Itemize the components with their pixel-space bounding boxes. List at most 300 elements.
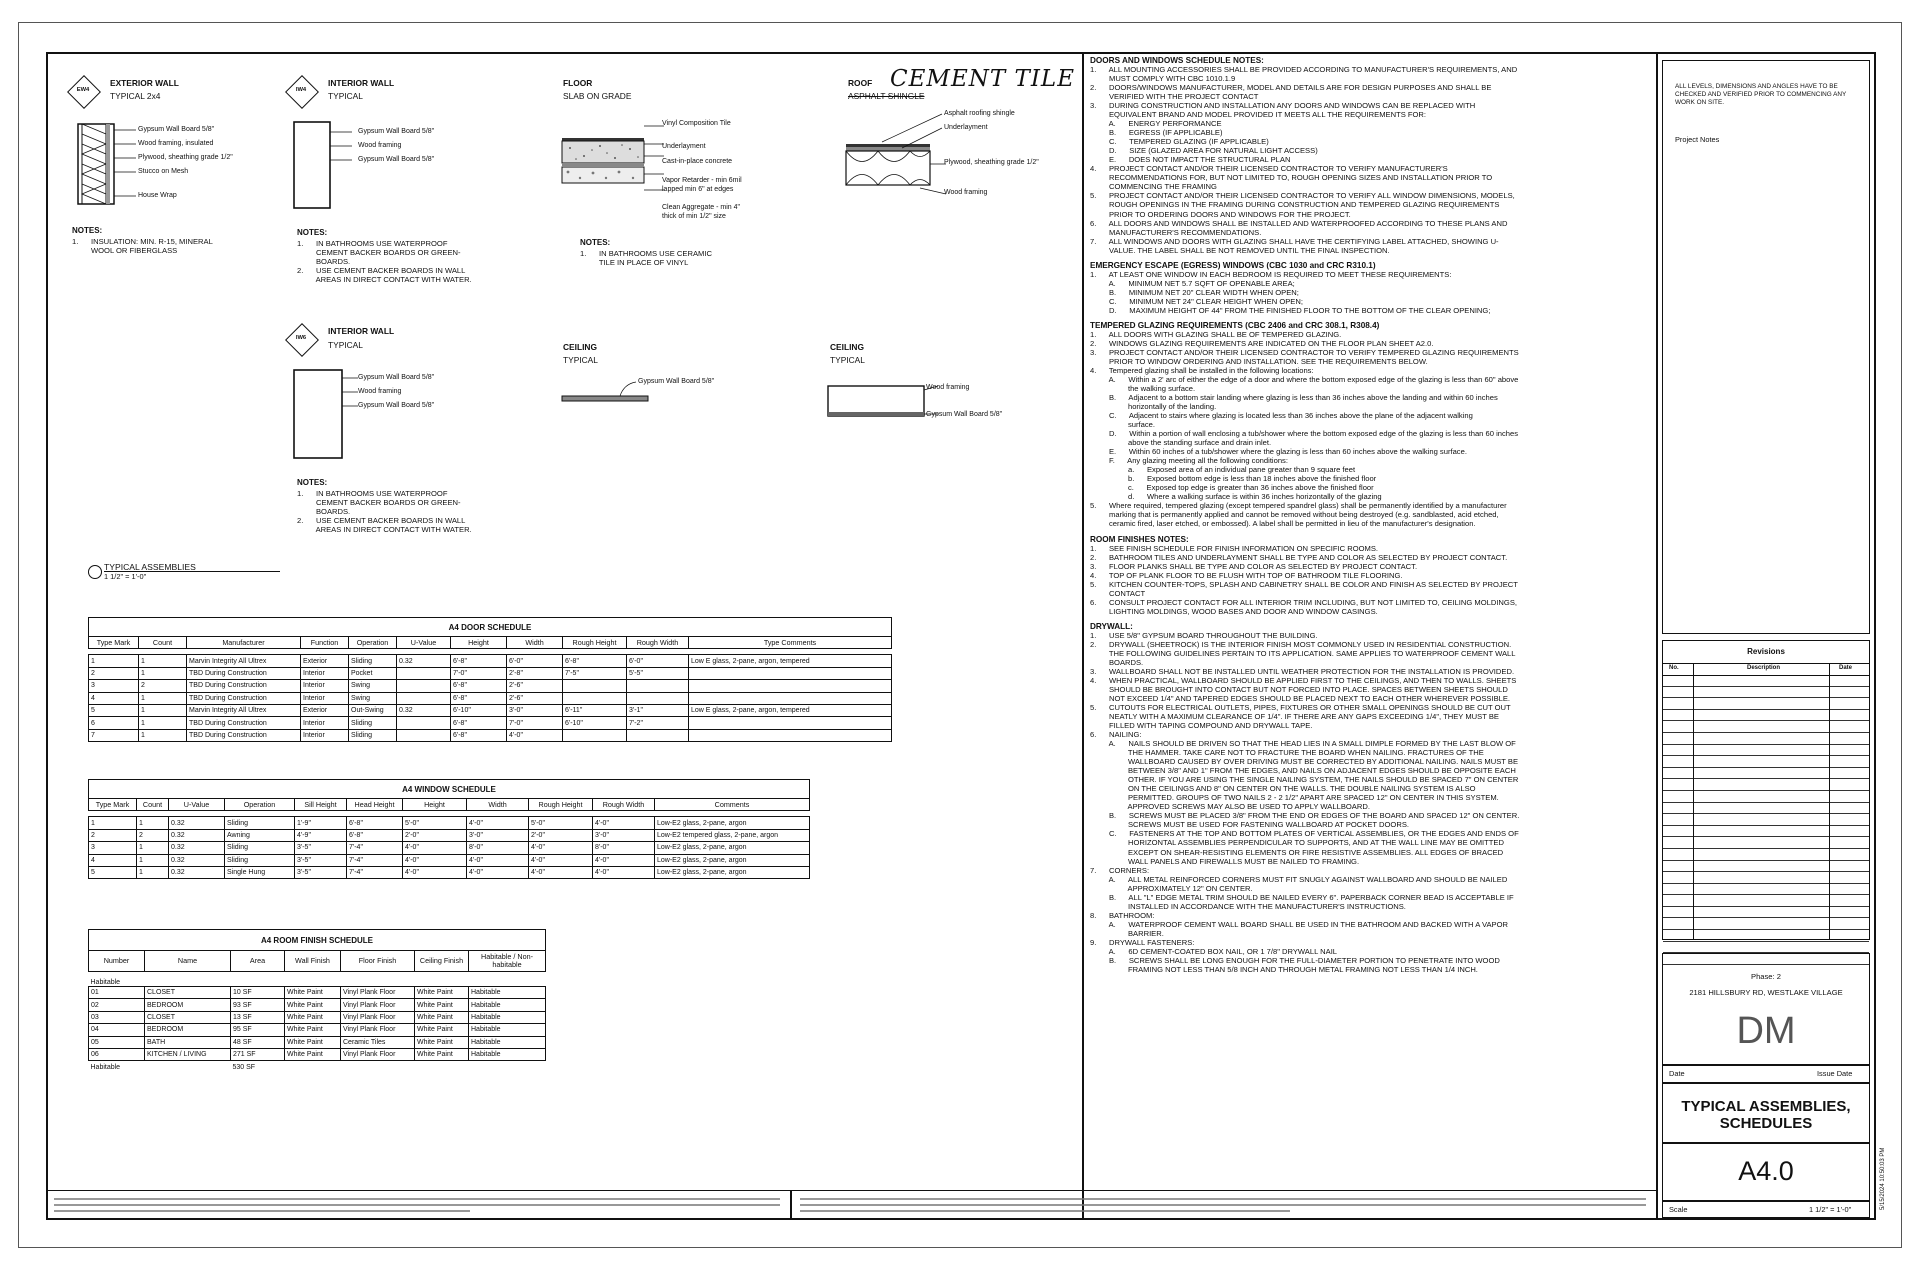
int-wall-notes-title: NOTES: (297, 228, 328, 237)
table-cell: BATH (145, 1036, 231, 1048)
ceiling-1-title: CEILING (563, 342, 597, 352)
notes-line: 3. WALLBOARD SHALL NOT BE INSTALLED UNTIL WEATHER PROTECTION FOR THE INSTALLATION IS PROVIDED. (1090, 666, 1515, 676)
notes-line: 4. TOP OF PLANK FLOOR TO BE FLUSH WITH TOP OF BATHROOM TILE FLOORING. (1090, 570, 1403, 580)
table-cell (689, 717, 892, 729)
table-cell: 4'-9" (295, 829, 347, 841)
table-cell: 95 SF (231, 1024, 285, 1036)
table-row (89, 1011, 546, 1023)
table-cell: Exterior (301, 655, 349, 667)
notes-line: 6. NAILING: (1090, 730, 1142, 740)
table-cell: KITCHEN / LIVING (145, 1048, 231, 1060)
table-cell: Out-Swing (349, 704, 397, 716)
revisions-box (1662, 640, 1870, 940)
window-schedule-table (88, 798, 810, 879)
notes-line: WALL PANELS AND FIREWALLS MUST BE NAILED TO FRAMING. (1090, 856, 1360, 866)
table-cell: 2 (139, 680, 187, 692)
notes-line: 1. SEE FINISH SCHEDULE FOR FINISH INFORMATION ON SPECIFIC ROOMS. (1090, 543, 1379, 553)
table-cell: 3'-1" (627, 704, 689, 716)
roof-handwritten-note: CEMENT TILE (890, 66, 1075, 92)
door_schedule-header-cell: Width (507, 637, 563, 649)
door_schedule-header-cell: Function (301, 637, 349, 649)
notes-line: a. Exposed area of an individual pane greater than 9 square feet (1090, 465, 1356, 475)
notes-line: MUST COMPLY WITH CBC 1010.1.9 (1090, 74, 1236, 84)
floor-title: FLOOR (563, 78, 593, 88)
notes-line: 1. AT LEAST ONE WINDOW IN EACH BEDROOM IS REQUIRED TO MEET THESE REQUIREMENTS: (1090, 269, 1452, 279)
table-cell (397, 729, 451, 741)
ceiling-1-subtitle: TYPICAL (563, 355, 598, 365)
roof-label: Underlayment (944, 124, 988, 131)
floor-notes-title: NOTES: (580, 238, 611, 247)
door-schedule-title: A4 DOOR SCHEDULE (88, 617, 892, 636)
notes-line: 1. ALL DOORS WITH GLAZING SHALL BE OF TEMPERED GLAZING. (1090, 329, 1342, 339)
typical-assemblies-title: TYPICAL ASSEMBLIES (104, 562, 196, 572)
ceiling-2-label: Gypsum Wall Board 5/8" (926, 411, 1003, 418)
int-wall-2-title: INTERIOR WALL (328, 326, 395, 336)
table-cell: BEDROOM (145, 1024, 231, 1036)
rev-col-line (1693, 663, 1694, 939)
room-total-label: Habitable (90, 1063, 121, 1071)
table-cell: 7'-4" (347, 854, 403, 866)
table-cell: 4 (89, 854, 137, 866)
table-cell: 5'-0" (529, 817, 593, 829)
notes-line: SHOULD BE BROUGHT INTO CONTACT BUT NOT FORCED INTO PLACE. SPACES BETWEEN SHEETS SHOULD (1090, 684, 1508, 694)
titleblock-divider (1656, 52, 1658, 1220)
table-cell: 3'-5" (295, 842, 347, 854)
table-cell (397, 680, 451, 692)
table-row (89, 817, 810, 829)
int-wall-2-subtitle: TYPICAL (328, 340, 363, 350)
table-cell: White Paint (415, 987, 469, 999)
table-cell: 6'-8" (451, 680, 507, 692)
rev-col-line (1829, 663, 1830, 939)
floor-label: Vapor Retarder - min 6mil (662, 177, 742, 184)
notes-line: 5. PROJECT CONTACT AND/OR THEIR LICENSED CONTRACTOR TO VERIFY ALL WINDOW DIMENSIONS, MODELS, (1090, 191, 1515, 201)
notes-line: THE HAMMER. TAKE CARE NOT TO FRACTURE THE BOARD WHEN NAILING. FRACTURES OF THE (1090, 748, 1484, 758)
notes-line: 1. USE 5/8" GYPSUM BOARD THROUGHOUT THE BUILDING. (1090, 630, 1318, 640)
table-cell: 4'-0" (467, 817, 529, 829)
room-schedule-table (88, 950, 546, 1073)
room-schedule-header-row (89, 951, 546, 972)
table-cell: 1 (139, 717, 187, 729)
table-cell (563, 729, 627, 741)
table-cell: Vinyl Plank Floor (341, 1024, 415, 1036)
table-cell: Interior (301, 729, 349, 741)
notes-line: 8. BATHROOM: (1090, 910, 1155, 920)
notes-line: A. MINIMUM NET 5.7 SQFT OF OPENABLE AREA; (1090, 278, 1295, 288)
table-cell (397, 717, 451, 729)
notes-line: 2. DRYWALL (SHEETROCK) IS THE INTERIOR FINISH MOST COMMONLY USED IN RESIDENTIAL CONSTRUCTION. (1090, 639, 1512, 649)
table-cell: 04 (89, 1024, 145, 1036)
rev-header-description: Description (1747, 665, 1781, 671)
table-cell: 3 (89, 842, 137, 854)
table-cell: 4 (89, 692, 139, 704)
table-cell: 8'-0" (467, 842, 529, 854)
table-cell: 1 (89, 655, 139, 667)
table-cell: 6'-0" (627, 655, 689, 667)
table-cell: Sliding (225, 842, 295, 854)
table-cell: Vinyl Plank Floor (341, 1011, 415, 1023)
table-cell: 2'-0" (529, 829, 593, 841)
notes-line: ON THE CEILINGS AND 8" ON CENTER ON THE WALLS. THE DOUBLE NAILING SYSTEM IS ALSO (1090, 784, 1476, 794)
table-cell: 6'-8" (451, 729, 507, 741)
notes-line: D. Within a portion of wall enclosing a tub/shower where the bottom exposed edge of the glazing is less than 60 inches (1090, 429, 1519, 439)
int-wall-2-note: AREAS IN DIRECT CONTACT WITH WATER. (297, 525, 472, 534)
notes-line: E. Within 60 inches of a tub/shower where the glazing is less than 60 inches above the walking surface. (1090, 447, 1467, 457)
ext-wall-title: EXTERIOR WALL (110, 78, 179, 88)
notes-line: c. Exposed top edge is greater than 36 inches above the finished floor (1090, 483, 1374, 493)
table-cell: 1 (139, 729, 187, 741)
notes-line: INSTALLED IN ACCORDANCE WITH THE MANUFACTURER'S INSTRUCTIONS. (1090, 901, 1406, 911)
table-cell: 7'-2" (627, 717, 689, 729)
notes-line: 4. Tempered glazing shall be installed in the following locations: (1090, 365, 1314, 375)
general-notes (1090, 56, 1650, 974)
notes-line: CONTACT (1090, 588, 1146, 598)
table-cell: Single Hung (225, 866, 295, 878)
table-cell: 2'-6" (507, 692, 563, 704)
table-row (89, 829, 810, 841)
sheet-number: A4.0 (1738, 1156, 1794, 1186)
notes-line: FILLED WITH TAPING COMPOUND AND DRYWALL TAPE. (1090, 721, 1313, 731)
table-cell: 0.32 (169, 866, 225, 878)
notes-line: 7. ALL WINDOWS AND DOORS WITH GLAZING SHALL HAVE THE CERTIFYING LABEL ATTACHED, SHOWING U- (1090, 236, 1499, 246)
notes-line: 3. FLOOR PLANKS SHALL BE TYPE AND COLOR AS SELECTED BY PROJECT CONTACT. (1090, 561, 1418, 571)
table-cell: Habitable (469, 1048, 546, 1060)
window_schedule-header-cell: Type Mark (89, 799, 137, 811)
table-cell: Habitable (469, 987, 546, 999)
table-cell (397, 667, 451, 679)
table-cell: 4'-0" (529, 854, 593, 866)
int-wall-note: 1. IN BATHROOMS USE WATERPROOF (297, 239, 448, 248)
room-schedule-header-cell: Number (89, 951, 145, 972)
table-cell: 6 (89, 717, 139, 729)
table-cell: White Paint (285, 1024, 341, 1036)
notes-line: surface. (1090, 420, 1155, 430)
table-cell: Habitable (469, 1024, 546, 1036)
table-cell: 1 (137, 842, 169, 854)
window_schedule-header-cell: U-Value (169, 799, 225, 811)
table-cell: 6'-10" (451, 704, 507, 716)
table-cell: 13 SF (231, 1011, 285, 1023)
floor-note: 1. IN BATHROOMS USE CERAMIC (580, 249, 712, 258)
table-cell: 93 SF (231, 999, 285, 1011)
notes-line: 2. DOORS/WINDOWS MANUFACTURER, MODEL AND DETAILS ARE FOR DESIGN PURPOSES AND SHALL BE (1090, 83, 1492, 93)
table-cell: White Paint (415, 1011, 469, 1023)
table-cell (689, 667, 892, 679)
table-row (89, 987, 546, 999)
window_schedule-header-cell: Sill Height (295, 799, 347, 811)
room-schedule-header-cell: Area (231, 951, 285, 972)
table-cell: 7'-4" (347, 866, 403, 878)
window_schedule-header-cell: Count (137, 799, 169, 811)
door_schedule-header-cell: Rough Height (563, 637, 627, 649)
table-cell: 0.32 (169, 854, 225, 866)
int-wall-note: 2. USE CEMENT BACKER BOARDS IN WALL (297, 266, 466, 275)
table-cell: 2 (89, 829, 137, 841)
notes-line: 5. KITCHEN COUNTER-TOPS, SPLASH AND CABINETRY SHALL BE COLOR AND FINISH AS SELECTED BY PROJECT (1090, 579, 1518, 589)
table-cell: Marvin Integrity All Ultrex (187, 704, 301, 716)
window_schedule-header-cell: Rough Width (593, 799, 655, 811)
table-cell: Low-E2 glass, 2-pane, argon (655, 842, 810, 854)
window_schedule-header-cell: Operation (225, 799, 295, 811)
table-row (89, 866, 810, 878)
table-cell: 1 (139, 655, 187, 667)
room-total-row (89, 1061, 546, 1073)
table-row (89, 655, 892, 667)
notes-line: A. ALL METAL REINFORCED CORNERS MUST FIT SNUGLY AGAINST WALLBOARD AND SHOULD BE NAILED (1090, 874, 1508, 884)
typical-assemblies-scale: 1 1/2" = 1'-0" (104, 572, 147, 581)
table-cell: Interior (301, 692, 349, 704)
notes-line: BETWEEN 3/8" AND 1" FROM THE EDGES, AND NAILS ON ADJACENT EDGES SHOULD BE OPPOSITE EACH (1090, 766, 1516, 776)
table-cell: 06 (89, 1048, 145, 1060)
notes-section-heading: ROOM FINISHES NOTES: (1090, 534, 1189, 544)
table-row (89, 1024, 546, 1036)
notes-line: 5. CUTOUTS FOR ELECTRICAL OUTLETS, PIPES, FIXTURES OR OTHER SMALL OPENINGS SHOULD BE CUT OUT (1090, 703, 1511, 712)
window_schedule-header-cell: Comments (655, 799, 810, 811)
int-wall-2-note: BOARDS. (297, 507, 351, 516)
notes-line: D. MAXIMUM HEIGHT OF 44" FROM THE FINISHED FLOOR TO THE BOTTOM OF THE CLEAR OPENING; (1090, 305, 1491, 315)
table-cell: 03 (89, 1011, 145, 1023)
notes-line: 7. CORNERS: (1090, 865, 1150, 875)
table-cell: 0.32 (169, 817, 225, 829)
notes-line: 3. DURING CONSTRUCTION AND INSTALLATION ANY DOORS AND WINDOWS CAN BE REPLACED WITH (1090, 101, 1476, 111)
table-cell: 5 (89, 704, 139, 716)
notes-line: horizontally of the landing. (1090, 402, 1217, 412)
table-row (89, 854, 810, 866)
notes-line: HORIZONTAL ASSEMBLIES PERPENDICULAR TO SUPPORTS, AND AT THE WALL LINE MAY BE OMITTED (1090, 838, 1504, 848)
table-cell (627, 729, 689, 741)
room-schedule-title: A4 ROOM FINISH SCHEDULE (88, 929, 546, 950)
notes-line: EQUIVALENT BRAND AND MODEL PROVIDED IT MEETS ALL THE REQUIREMENTS FOR: (1090, 110, 1427, 120)
general-note-text: ALL LEVELS, DIMENSIONS AND ANGLES HAVE TO BE CHECKED AND VERIFIED PRIOR TO COMMENCING ANY WORK ON SITE. (1675, 83, 1847, 106)
notes-line: 3. PROJECT CONTACT AND/OR THEIR LICENSED CONTRACTOR TO VERIFY TEMPERED GLAZING REQUIREMENTS (1090, 347, 1519, 357)
ceiling-1-section-icon (560, 378, 650, 408)
int-wall-note: AREAS IN DIRECT CONTACT WITH WATER. (297, 275, 472, 284)
notes-line: EXCEPT ON SHEAR-RESISTING ELEMENTS OR FIRE RESISTIVE ASSEMBLIES. ALL EDGES OF BRACED (1090, 847, 1504, 857)
door-schedule-header-row (89, 637, 892, 649)
table-cell (627, 680, 689, 692)
table-cell: 4'-0" (529, 866, 593, 878)
table-cell: Low-E2 tempered glass, 2-pane, argon (655, 829, 810, 841)
door_schedule-header-cell: Count (139, 637, 187, 649)
roof-title: ROOF (848, 78, 873, 88)
door_schedule-header-cell: Type Mark (89, 637, 139, 649)
int-wall-2-note: 2. USE CEMENT BACKER BOARDS IN WALL (297, 516, 466, 525)
table-cell: Vinyl Plank Floor (341, 999, 415, 1011)
door_schedule-header-cell: Height (451, 637, 507, 649)
room-group-label: Habitable (90, 979, 121, 986)
table-cell: 4'-0" (467, 866, 529, 878)
notes-line: marking that is permanently applied and cannot be removed without being destroyed (e.g. sandblasted, acid etched, (1090, 510, 1499, 520)
table-cell: 5 (89, 866, 137, 878)
table-cell (397, 692, 451, 704)
ext-wall-label: Stucco on Mesh (138, 168, 189, 175)
table-cell: 0.32 (169, 829, 225, 841)
date-row (1662, 1065, 1870, 1083)
rev-header-date: Date (1839, 665, 1853, 671)
notes-line: 6. ALL DOORS AND WINDOWS SHALL BE INSTALLED AND WATERPROOFED ACCORDING TO THESE PLANS AND (1090, 218, 1508, 228)
notes-line: 2. WINDOWS GLAZING REQUIREMENTS ARE INDICATED ON THE FLOOR PLAN SHEET A2.0. (1090, 338, 1434, 348)
ext-wall-notes-title: NOTES: (72, 226, 103, 235)
notes-line: 4. WHEN PRACTICAL, WALLBOARD SHOULD BE APPLIED FIRST TO THE CEILINGS, AND THEN TO WALLS. SHEETS (1090, 675, 1517, 685)
table-cell: TBD During Construction (187, 692, 301, 704)
notes-line: RECOMMENDATIONS FOR, BUT NOT LIMITED TO, ROUGH OPENING SIZES AND INSTALLATION PRIOR TO (1090, 173, 1493, 183)
window_schedule-header-cell: Height (403, 799, 467, 811)
table-cell: 6'-8" (451, 692, 507, 704)
floor-label: Underlayment (662, 143, 706, 150)
table-cell: Interior (301, 667, 349, 679)
table-cell: 1 (137, 854, 169, 866)
table-cell: 3 (89, 680, 139, 692)
table-row (89, 1036, 546, 1048)
table-cell: 4'-0" (403, 842, 467, 854)
table-cell: 6'-0" (507, 655, 563, 667)
roof-label: Plywood, sheathing grade 1/2" (944, 159, 1039, 166)
notes-line: 9. DRYWALL FASTENERS: (1090, 937, 1195, 947)
table-cell: 7'-0" (451, 667, 507, 679)
roof-struck-subtitle: ASPHALT SHINGLE (848, 91, 925, 101)
notes-section-heading: DRYWALL: (1090, 621, 1133, 631)
table-cell: Habitable (469, 1011, 546, 1023)
roof-label: Wood framing (944, 189, 988, 196)
table-cell: 3'-0" (593, 829, 655, 841)
table-cell: 4'-0" (403, 854, 467, 866)
table-cell: 4'-0" (529, 842, 593, 854)
table-cell: 0.32 (397, 704, 451, 716)
general-note-box (1662, 60, 1870, 634)
table-cell: 2'-6" (507, 680, 563, 692)
notes-line: VALUE. THE LABEL SHALL BE NOT REMOVED UNTIL THE FINAL INSPECTION. (1090, 245, 1390, 255)
door_schedule-header-cell: Rough Width (627, 637, 689, 649)
door-schedule-table (88, 636, 892, 742)
table-cell: 0.32 (169, 842, 225, 854)
room-schedule-header-cell: Name (145, 951, 231, 972)
table-cell: 1 (139, 704, 187, 716)
notes-line: A. WATERPROOF CEMENT WALL BOARD SHALL BE USED IN THE BATHROOM AND BACKED WITH A VAPOR (1090, 919, 1509, 929)
table-cell: Vinyl Plank Floor (341, 1048, 415, 1060)
table-cell: Exterior (301, 704, 349, 716)
notes-line: C. FASTENERS AT THE TOP AND BOTTOM PLATES OF VERTICAL ASSEMBLIES, OR THE EDGES AND ENDS OF (1090, 829, 1519, 839)
table-row (89, 667, 892, 679)
notes-line: VERIFIED WITH THE PROJECT CONTACT (1090, 92, 1259, 102)
ext-wall-note: WOOL OR FIBERGLASS (72, 246, 178, 255)
notes-line: A. Within a 2' arc of either the edge of a door and where the bottom exposed edge of the glazing is less than 60" above (1090, 374, 1519, 384)
room-schedule-header-cell: Habitable / Non-habitable (469, 951, 546, 972)
int-wall-label: Gypsum Wall Board 5/8" (358, 156, 435, 163)
table-cell: 6'-11" (563, 704, 627, 716)
notes-line: 2. BATHROOM TILES AND UNDERLAYMENT SHALL BE TYPE AND COLOR AS SELECTED BY PROJECT CONTACT. (1090, 552, 1508, 562)
notes-line: B. SCREWS SHALL BE LONG ENOUGH FOR THE FULL-DIAMETER PORTION TO PENETRATE INTO WOOD (1090, 955, 1500, 965)
table-cell (689, 680, 892, 692)
scale-label: Scale (1669, 1205, 1688, 1214)
ext-wall-label: Wood framing, insulated (138, 140, 214, 147)
table-row (89, 704, 892, 716)
table-cell: Low E glass, 2-pane, argon, tempered (689, 704, 892, 716)
notes-line: D. SIZE (GLAZED AREA FOR NATURAL LIGHT ACCESS) (1090, 146, 1318, 156)
table-cell: White Paint (415, 1024, 469, 1036)
notes-line: B. EGRESS (IF APPLICABLE) (1090, 128, 1223, 138)
table-row (89, 717, 892, 729)
table-row (89, 692, 892, 704)
table-cell: White Paint (415, 999, 469, 1011)
table-cell: 7'-5" (563, 667, 627, 679)
table-cell: 7'-0" (507, 717, 563, 729)
table-cell: TBD During Construction (187, 667, 301, 679)
revision-row (1663, 942, 1869, 954)
notes-line: PRIOR TO ORDERING DOORS AND WINDOWS FOR THE PROJECT. (1090, 209, 1351, 219)
table-cell: 3'-0" (467, 829, 529, 841)
table-cell: 2'-0" (403, 829, 467, 841)
date-label: Date (1669, 1069, 1685, 1078)
table-cell: 3'-0" (507, 704, 563, 716)
table-cell: Sliding (349, 729, 397, 741)
table-cell: Sliding (225, 817, 295, 829)
int-wall-subtitle: TYPICAL (328, 91, 363, 101)
floor-label: thick of min 1/2" size (662, 213, 726, 220)
table-cell: 01 (89, 987, 145, 999)
roof-label: Asphalt roofing shingle (944, 110, 1015, 117)
door_schedule-header-cell: U-Value (397, 637, 451, 649)
int-wall-label: Gypsum Wall Board 5/8" (358, 128, 435, 135)
notes-line: d. Where a walking surface is within 36 inches horizontally of the glazing (1090, 492, 1382, 502)
table-cell: 5'-0" (403, 817, 467, 829)
ext-wall-label: Gypsum Wall Board 5/8" (138, 126, 215, 133)
table-cell: 02 (89, 999, 145, 1011)
table-cell: Low-E2 glass, 2-pane, argon (655, 817, 810, 829)
notes-line: ceramic fired, laser etched, or embossed). A label shall be permitted in lieu of the manufacturer's designation. (1090, 519, 1476, 529)
ext-wall-label: House Wrap (138, 192, 177, 199)
int-wall-note: BOARDS. (297, 257, 351, 266)
table-cell: 2 (89, 667, 139, 679)
int-wall-section-icon (292, 120, 362, 212)
notes-line: C. TEMPERED GLAZING (IF APPLICABLE) (1090, 137, 1269, 147)
table-cell: 4'-0" (593, 854, 655, 866)
table-cell: White Paint (415, 1048, 469, 1060)
table-cell: Marvin Integrity All Ultrex (187, 655, 301, 667)
floor-label: Clean Aggregate - min 4" (662, 204, 740, 211)
table-cell: Habitable (469, 999, 546, 1011)
table-cell: 4'-0" (507, 729, 563, 741)
table-cell: 271 SF (231, 1048, 285, 1060)
notes-line: B. ALL "L" EDGE METAL TRIM SHOULD BE NAILED EVERY 6". PAPERBACK CORNER BEAD IS ACCEPTABLE IF (1090, 892, 1514, 902)
notes-line: E. DOES NOT IMPACT THE STRUCTURAL PLAN (1090, 155, 1291, 165)
room-total-area: 530 SF (232, 1063, 256, 1071)
int-wall-label: Wood framing (358, 142, 402, 149)
notes-line: OTHER. IF YOU ARE USING THE SINGLE NAILING SYSTEM, THE NAILS SHOULD BE SPACED 7" ON CENTER (1090, 775, 1519, 785)
notes-line: F. Any glazing meeting all the following conditions: (1090, 456, 1288, 466)
disclaimer-fine-print-graphic (50, 1195, 1650, 1217)
table-cell: BEDROOM (145, 999, 231, 1011)
table-cell: Vinyl Plank Floor (341, 987, 415, 999)
int-wall-2-section-icon (292, 368, 362, 462)
notes-line: ROUGH OPENINGS IN THE FRAMING DURING CONSTRUCTION AND TEMPERED GLAZING REQUIREMENTS (1090, 200, 1500, 210)
table-cell: 1 (139, 692, 187, 704)
window_schedule-header-cell: Head Height (347, 799, 403, 811)
table-cell: Interior (301, 680, 349, 692)
room-group-row (89, 972, 546, 987)
room-schedule-header-cell: Ceiling Finish (415, 951, 469, 972)
table-cell: 6'-8" (563, 655, 627, 667)
window_schedule-header-cell: Rough Height (529, 799, 593, 811)
ceiling-2-subtitle: TYPICAL (830, 355, 865, 365)
view-marker-icon (88, 565, 102, 579)
project-notes-label: Project Notes (1675, 135, 1720, 144)
table-cell: TBD During Construction (187, 729, 301, 741)
table-cell: Sliding (349, 655, 397, 667)
sheet-title: TYPICAL ASSEMBLIES, SCHEDULES (1681, 1098, 1851, 1133)
floor-label: Cast-in-place concrete (662, 158, 733, 165)
notes-line: COMMENCING THE FRAMING (1090, 182, 1217, 192)
notes-line: BARRIER. (1090, 928, 1164, 938)
